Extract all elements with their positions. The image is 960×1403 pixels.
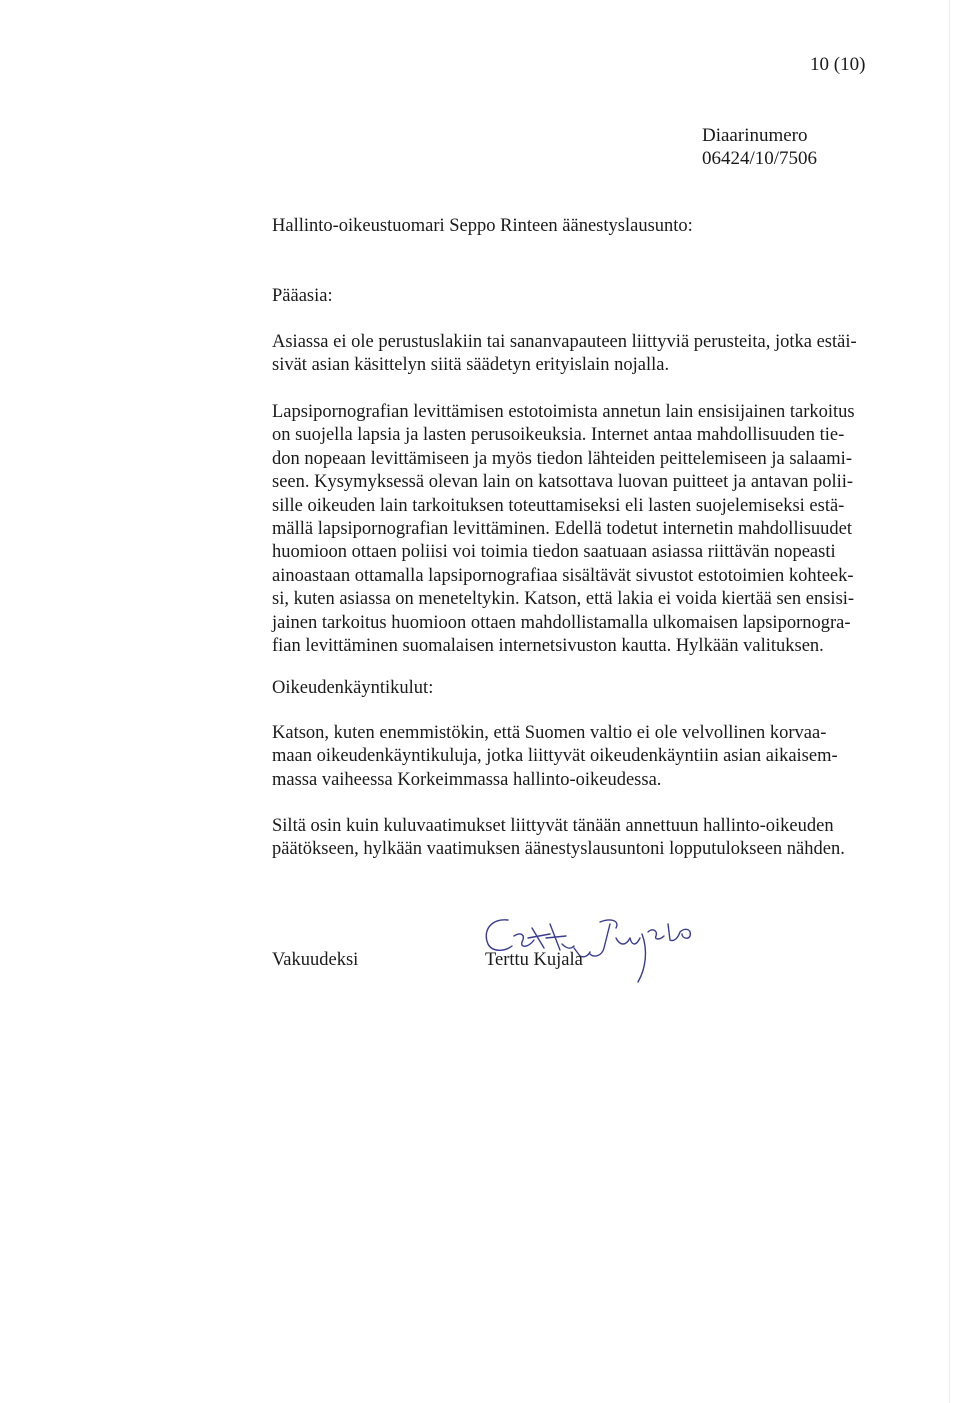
signature-stroke xyxy=(616,938,640,944)
certification-label: Vakuudeksi xyxy=(272,950,359,970)
handwritten-signature xyxy=(470,898,700,988)
text-line: sivät asian käsittelyn siitä säädetyn erityislain nojalla. xyxy=(272,355,670,376)
text-line: maan oikeudenkäyntikuluja, jotka liittyvät oikeudenkäyntiin asian aikaisem- xyxy=(272,746,838,767)
text-line: ainoastaan ottamalla lapsipornografiaa sisältävät sivustot estotoimien kohteek- xyxy=(272,565,854,586)
main-issue-paragraph-1 xyxy=(272,331,857,378)
signature-stroke xyxy=(590,920,617,956)
legal-costs-paragraph-2 xyxy=(272,815,845,862)
main-issue-heading: Pääasia: xyxy=(272,286,333,306)
legal-costs-paragraph-1 xyxy=(272,722,838,792)
text-line: Siltä osin kuin kuluvaatimukset liittyvät tänään annettuun hallinto-oikeuden xyxy=(272,816,834,836)
text-line: don nopeaan levittämiseen ja myös tiedon lähteiden peittelemiseen ja salaami- xyxy=(272,448,852,469)
text-line: mällä lapsipornografian levittäminen. Edellä todetut internetin mahdollisuudet xyxy=(272,519,853,540)
text-line: huomioon ottaen poliisi voi toimia tiedon saatuaan asiassa riittävän nopeasti xyxy=(272,542,836,563)
signature-stroke xyxy=(668,924,690,941)
text-line: päätökseen, hylkään vaatimuksen äänestyslausuntoni lopputulokseen nähden. xyxy=(272,839,845,860)
legal-costs-heading: Oikeudenkäyntikulut: xyxy=(272,678,434,698)
text-line: si, kuten asiassa on meneteltykin. Katson, että lakia ei voida kiertää sen ensisi- xyxy=(272,589,855,610)
page-edge-line xyxy=(949,0,950,1403)
main-issue-paragraph-2 xyxy=(272,401,855,658)
page-number: 10 (10) xyxy=(810,54,866,75)
text-line: jainen tarkoitus huomioon ottaen mahdollistamalla ulkomaisen lapsipornogra- xyxy=(272,612,851,633)
opinion-title: Hallinto-oikeustuomari Seppo Rinteen äänestyslausunto: xyxy=(272,216,693,236)
text-line: fian levittäminen suomalaisen internetsivuston kautta. Hylkään valituksen. xyxy=(272,636,824,657)
signature-stroke xyxy=(514,934,534,946)
signature-stroke xyxy=(486,920,512,950)
diary-number-block xyxy=(702,124,817,170)
text-line: sille oikeuden lain tarkoituksen toteuttamiseksi eli lasten suojelemiseksi estä- xyxy=(272,495,845,516)
text-line: Katson, kuten enemmistökin, että Suomen valtio ei ole velvollinen korvaa- xyxy=(272,723,827,743)
text-line: massa vaiheessa Korkeimmassa hallinto-oikeudessa. xyxy=(272,769,662,790)
text-line: Lapsipornografian levittämisen estotoimista annetun lain ensisijainen tarkoitus xyxy=(272,402,855,422)
signature-stroke xyxy=(546,924,574,950)
signature-stroke xyxy=(648,930,664,939)
signer-name: Terttu Kujala xyxy=(485,950,583,970)
diary-number: 06424/10/7506 xyxy=(702,148,818,169)
diary-label: Diaarinumero xyxy=(702,125,808,146)
signature-stroke xyxy=(638,934,645,982)
text-line: seen. Kysymyksessä olevan lain on katsottava luovan puitteet ja antavan polii- xyxy=(272,472,854,493)
text-line: Asiassa ei ole perustuslakiin tai sananvapauteen liittyviä perusteita, jotka estäi- xyxy=(272,332,857,352)
text-line: on suojella lapsia ja lasten perusoikeuksia. Internet antaa mahdollisuuden tie- xyxy=(272,425,845,446)
